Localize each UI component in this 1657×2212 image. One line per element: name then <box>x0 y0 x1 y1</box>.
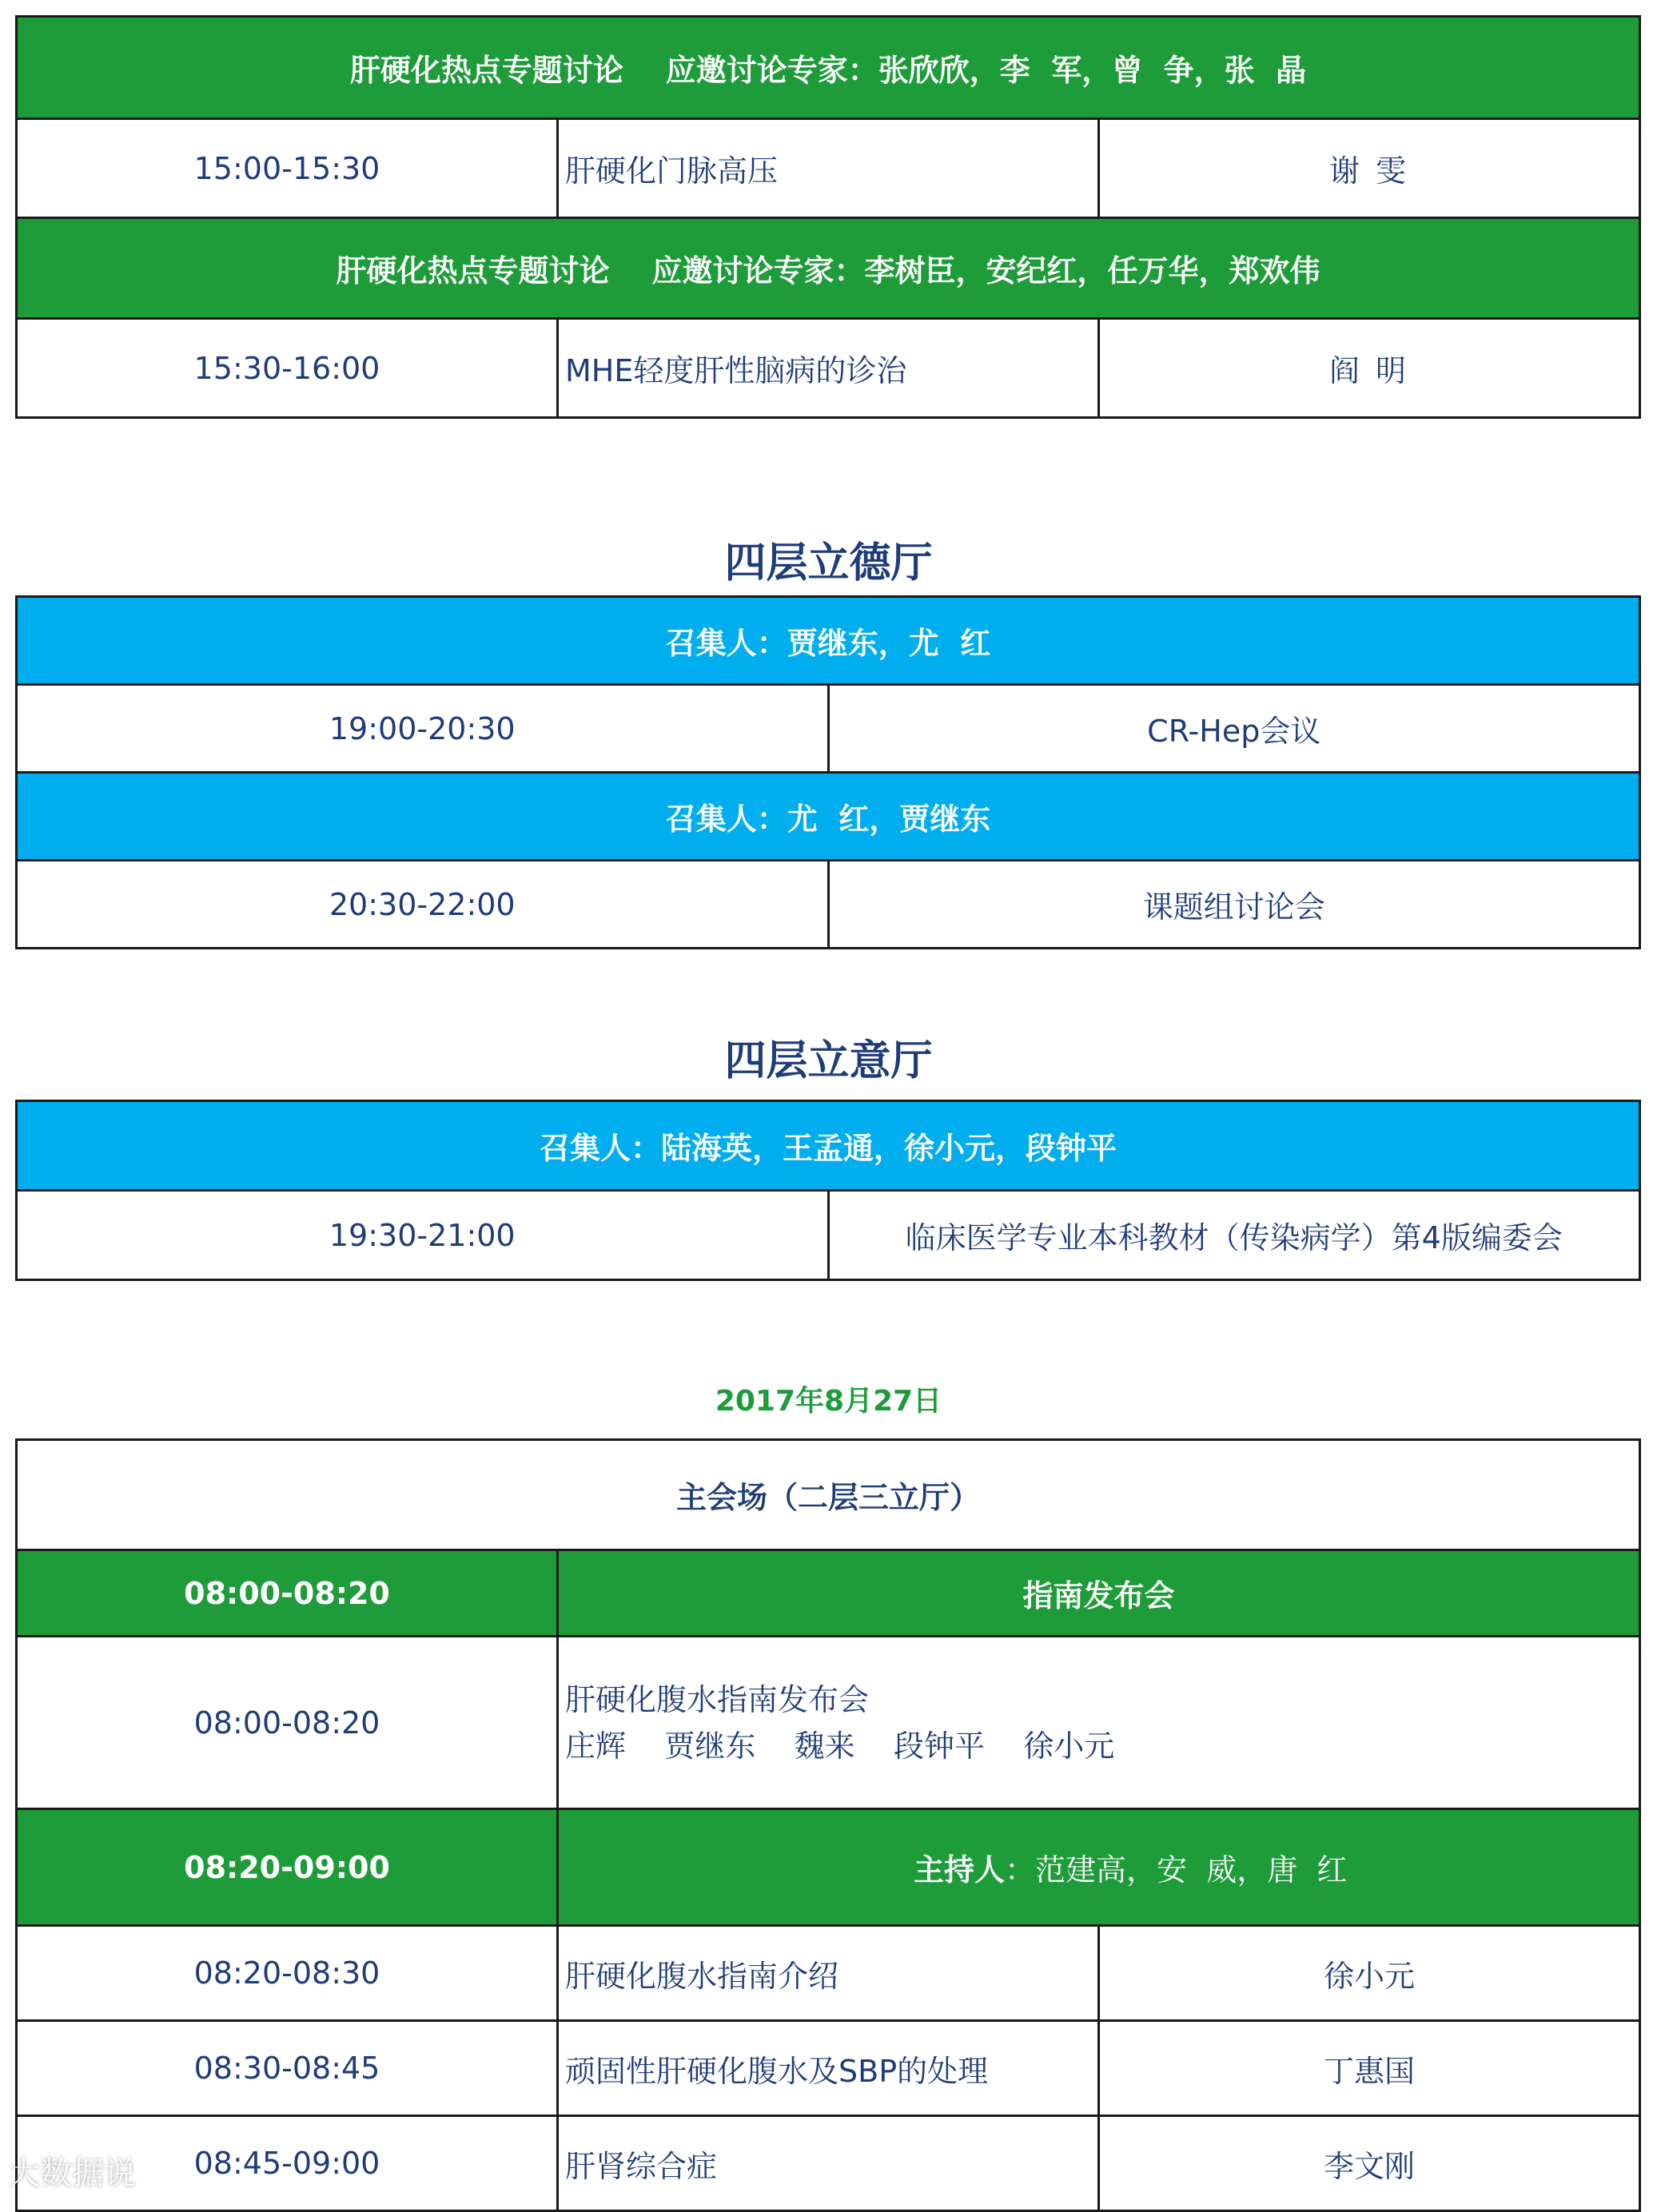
discussion-bar-text: 肝硬化热点专题讨论 应邀讨论专家：李树臣，安纪红，任万华，郑欢伟 <box>17 218 1640 319</box>
session-table-main-hall <box>15 1438 1641 2212</box>
time-cell: 08:00-08:20 <box>17 1637 558 1809</box>
schedule-row <box>17 319 1640 418</box>
speaker-cell: 谢 雯 <box>1099 119 1640 218</box>
topic-cell: 肝硬化腹水指南介绍 <box>558 1926 1099 2021</box>
host-label: 主持人 <box>914 1852 1006 1888</box>
time-cell: 20:30-22:00 <box>17 861 829 949</box>
topic-cell: CR-Hep会议 <box>828 685 1640 773</box>
schedule-row <box>17 861 1640 949</box>
hall-title-liyi: 四层立意厅 <box>724 1037 933 1085</box>
schedule-row <box>17 2021 1640 2116</box>
time-cell: 08:30-08:45 <box>17 2021 558 2116</box>
convener-text: 召集人：贾继东，尤 红 <box>17 597 1640 685</box>
topic-cell: MHE轻度肝性脑病的诊治 <box>558 319 1099 418</box>
block-time: 08:00-08:20 <box>17 1550 558 1637</box>
session-table-liyi <box>15 1100 1641 1281</box>
topic-cell: 临床医学专业本科教材（传染病学）第4版编委会 <box>828 1191 1640 1280</box>
date-heading: 2017年8月27日 <box>715 1385 942 1418</box>
schedule-row <box>17 2116 1640 2211</box>
main-hall-title-row <box>17 1440 1640 1550</box>
speaker-cell: 阎 明 <box>1099 319 1640 418</box>
schedule-row <box>17 1191 1640 1280</box>
block-title: 指南发布会 <box>558 1550 1640 1637</box>
schedule-row <box>17 1926 1640 2021</box>
schedule-row <box>17 685 1640 773</box>
topic-cell <box>558 1637 1640 1809</box>
session-table-lide <box>15 595 1641 949</box>
hall-title-lide: 四层立德厅 <box>724 539 933 587</box>
time-cell: 19:00-20:30 <box>17 685 829 773</box>
time-cell: 08:20-08:30 <box>17 1926 558 2021</box>
block-bar <box>17 1809 1640 1926</box>
speaker-cell: 李文刚 <box>1099 2116 1640 2211</box>
topic-cell: 课题组讨论会 <box>828 861 1640 949</box>
convener-bar <box>17 773 1640 861</box>
discussion-bar-text: 肝硬化热点专题讨论 应邀讨论专家：张欣欣，李 军，曾 争，张 晶 <box>17 17 1640 119</box>
watermark: 大数据说 <box>8 2155 136 2192</box>
discussion-bar-1 <box>17 17 1640 119</box>
time-cell: 15:00-15:30 <box>17 119 558 218</box>
topic-cell: 顽固性肝硬化腹水及SBP的处理 <box>558 2021 1099 2116</box>
block-time: 08:20-09:00 <box>17 1809 558 1926</box>
presenters-line: 庄辉 贾继东 魏来 段钟平 徐小元 <box>565 1728 1115 1764</box>
host-names: ：范建高，安 威，唐 红 <box>1005 1852 1348 1888</box>
session-table-cirrhosis <box>15 15 1641 419</box>
time-cell: 19:30-21:00 <box>17 1191 829 1280</box>
block-bar <box>17 1550 1640 1637</box>
convener-text: 召集人：陆海英，王孟通，徐小元，段钟平 <box>17 1101 1640 1191</box>
topic-line: 肝硬化腹水指南发布会 <box>565 1681 870 1717</box>
schedule-row <box>17 1637 1640 1809</box>
convener-text: 召集人：尤 红，贾继东 <box>17 773 1640 861</box>
block-host <box>558 1809 1640 1926</box>
topic-cell: 肝肾综合症 <box>558 2116 1099 2211</box>
topic-cell: 肝硬化门脉高压 <box>558 119 1099 218</box>
speaker-cell: 丁惠国 <box>1099 2021 1640 2116</box>
speaker-cell: 徐小元 <box>1099 1926 1640 2021</box>
convener-bar <box>17 597 1640 685</box>
time-cell: 08:45-09:00 <box>17 2116 558 2211</box>
main-hall-title: 主会场（二层三立厅） <box>17 1440 1640 1550</box>
time-cell: 15:30-16:00 <box>17 319 558 418</box>
schedule-row <box>17 119 1640 218</box>
convener-bar <box>17 1101 1640 1191</box>
discussion-bar-2 <box>17 218 1640 319</box>
